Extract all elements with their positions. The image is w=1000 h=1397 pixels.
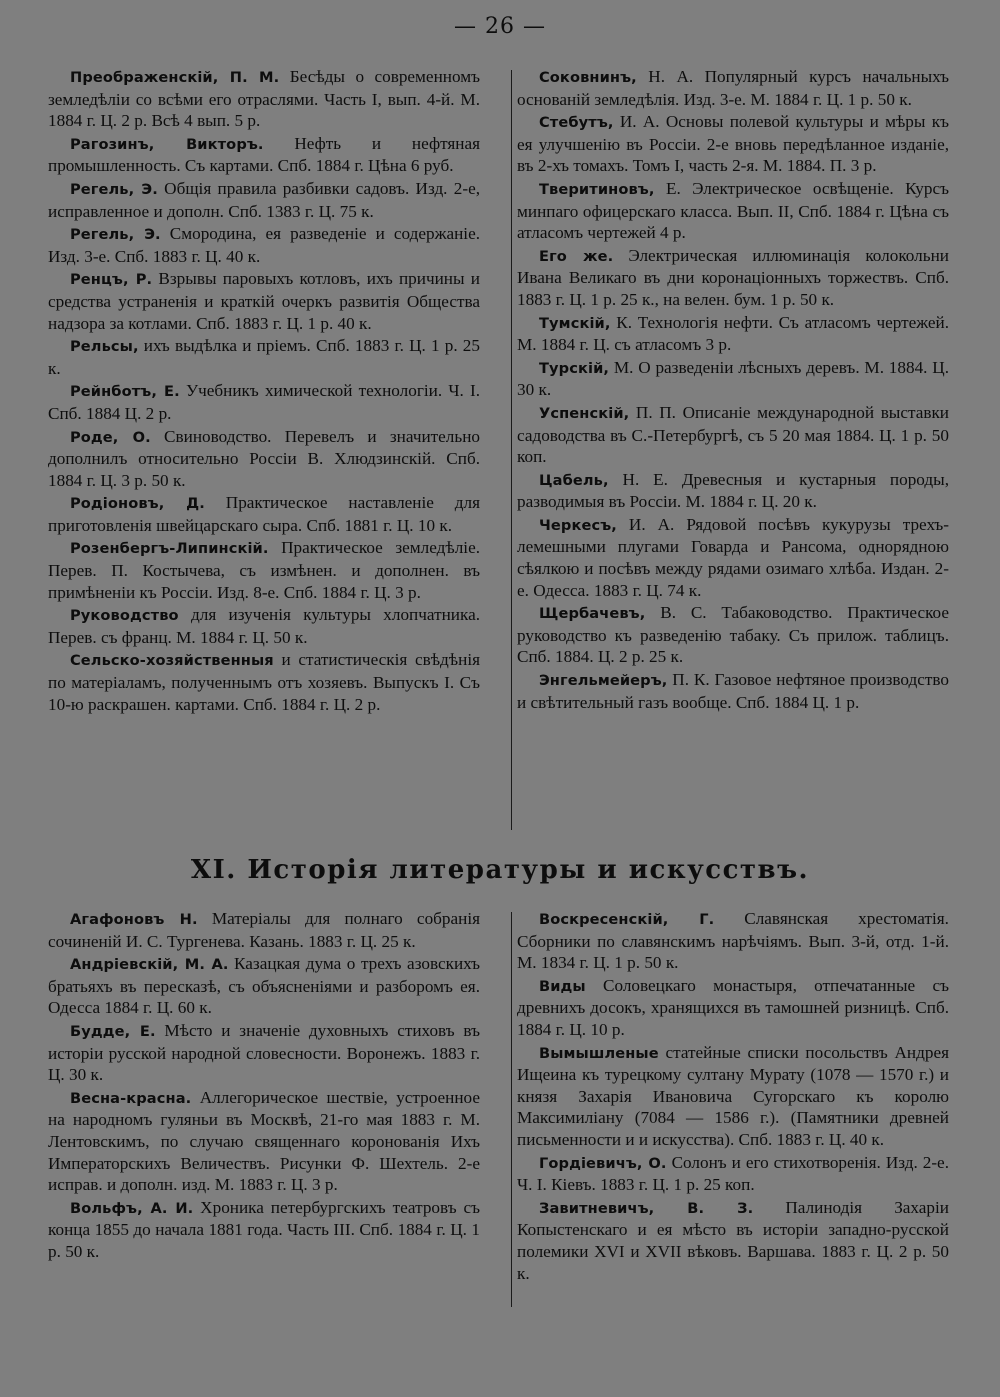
entry-description: М. О разведеніи лѣсныхъ деревъ. М. 1884. Ц. 30 к. — [517, 357, 949, 400]
entry-author: Его же. — [539, 247, 614, 265]
bibliography-entry — [48, 426, 480, 492]
bibliography-entry — [48, 604, 480, 648]
entry-description: Палинодія Захаріи Копыстенскаго и ея мѣсто въ исторіи западно-русской полемики XVI и XVII вѣковъ. Варшава. 1883 г. Ц. 2 р. 50 к. — [517, 1197, 949, 1283]
entry-description: К. Технологія нефти. Съ атласомъ чертежей. М. 1884 г. Ц. съ атласомъ 3 р. — [517, 312, 949, 355]
bibliography-entry — [517, 312, 949, 356]
entry-description: и статистическія свѣдѣнія по матеріаламъ, полученнымъ отъ хозяевъ. Выпускъ I. Съ 10-ю раскрашен. картами. Спб. 1884 г. Ц. 2 р. — [48, 650, 480, 714]
column-divider-bottom — [511, 912, 512, 1307]
entry-description: Казацкая дума о трехъ азовскихъ братьяхъ въ пересказѣ, съ объясненіями и разборомъ ея. Одесса 1884 г. Ц. 60 к. — [48, 954, 480, 1018]
entry-author: Рельсы, — [70, 338, 139, 356]
entry-description: Матеріалы для полнаго собранія сочиненій И. С. Тургенева. Казань. 1883 г. Ц. 25 к. — [48, 909, 481, 951]
bibliography-entry — [48, 223, 480, 267]
entry-author: Рейнботъ, Е. — [70, 383, 180, 401]
entry-author: Ренцъ, Р. — [70, 271, 153, 289]
entry-author: Роде, О. — [70, 428, 151, 446]
bibliography-entry — [517, 975, 949, 1041]
bibliography-entry — [48, 133, 480, 177]
entry-author: Воскресенскій, Г. — [539, 911, 715, 928]
bibliography-entry — [517, 469, 949, 513]
entry-description: Мѣсто и значеніе духовныхъ стиховъ въ исторіи русской народной словесности. Воронежъ. 1883 г. Ц. 30 к. — [48, 1020, 480, 1085]
entry-description: Аллегорическое шествіе, устроенное на народномъ гуляньи въ Москвѣ, 21-го мая 1883 г. М. Лентовскимъ, по случаю священнаго коронованія Ихъ Императорскихъ Величествъ. Рисунки Ф. Шехтель. 2-е исправ. и дополн. изд. М. 1883 г. Ц. 3 р. — [48, 1087, 480, 1195]
entry-description: Взрывы паровыхъ котловъ, ихъ причины и средства устраненія и краткій очеркъ развитія Общества надзора за котлами. Спб. 1883 г. Ц. 1 р. 40 к. — [48, 269, 480, 333]
bibliography-entry — [517, 245, 949, 311]
entry-author: Успенскій, — [539, 404, 630, 422]
entry-author: Цабель, — [539, 471, 609, 489]
entry-description: П. П. Описаніе международной выставки садоводства въ С.-Петербургѣ, съ 5 20 мая 1884. Ц. 1 р. 50 коп. — [517, 402, 949, 467]
bibliography-entry — [517, 1042, 949, 1151]
entry-description: Н. А. Популярный курсъ начальныхъ основаній земледѣлія. Изд. 3-е. М. 1884 г. Ц. 1 р. 50 к. — [517, 67, 949, 109]
bibliography-entry — [48, 66, 480, 132]
entry-author: Андріевскій, М. А. — [70, 956, 229, 974]
bibliography-entry — [517, 908, 949, 974]
entry-author: Преображенскій, П. М. — [70, 69, 280, 86]
entry-description: Славянская хрестоматія. Сборники по славянскимъ нарѣчіямъ. Вып. 3-й, отд. 1-й. М. 1834 г. Ц. 1 р. 50 к. — [517, 909, 949, 973]
entry-description: Свиноводство. Перевелъ и значительно дополнилъ относительно Россіи В. Хлюдзинскій. Спб. 1884 г. Ц. 3 р. 50 к. — [48, 426, 481, 490]
bibliography-entry — [48, 335, 480, 379]
column-divider-top — [511, 70, 512, 830]
bibliography-entry — [48, 953, 480, 1019]
bibliography-entry — [48, 492, 480, 536]
entry-author: Черкесъ, — [539, 516, 617, 534]
entry-author: Энгельмейеръ, — [539, 672, 668, 690]
bibliography-entry — [48, 1087, 480, 1196]
column-bottom-left — [48, 908, 480, 1264]
entry-description: Солонъ и его стихотворенія. Изд. 2-е. Ч. I. Кіевъ. 1883 г. Ц. 1 р. 25 коп. — [517, 1152, 949, 1195]
bibliography-entry — [48, 1020, 480, 1086]
entry-description: ихъ выдѣлка и пріемъ. Спб. 1883 г. Ц. 1 р. 25 к. — [48, 336, 480, 378]
bibliography-entry — [517, 514, 949, 601]
bibliography-entry — [48, 178, 480, 222]
entry-author: Завитневичъ, В. З. — [539, 1199, 754, 1217]
entry-description: Н. Е. Древесныя и кустарныя породы, разводимыя въ Россіи. М. 1884 г. Ц. 20 к. — [517, 469, 949, 512]
bibliography-entry — [517, 669, 949, 713]
entry-description: П. К. Газовое нефтяное производство и свѣтительный газъ вообще. Спб. 1884 Ц. 1 р. — [517, 670, 949, 712]
entry-description: Смородина, ея разведеніе и содержаніе. Изд. 3-е. Спб. 1883 г. Ц. 40 к. — [48, 224, 480, 266]
column-bottom-right — [517, 908, 949, 1285]
entry-author: Регель, Э. — [70, 226, 161, 244]
entry-description: Практическое наставленіе для приготовленія швейцарскаго сыра. Спб. 1881 г. Ц. 10 к. — [48, 493, 480, 535]
entry-description: Бесѣды о современномъ земледѣліи со всѣми его отраслями. Часть I, вып. 4-й. М. 1884 г. Ц. 2 р. Всѣ 4 вып. 5 р. — [48, 67, 480, 131]
bibliography-entry — [517, 402, 949, 468]
entry-author: Тумскій, — [539, 314, 611, 332]
entry-author: Стебутъ, — [539, 114, 614, 132]
entry-author: Агафоновъ Н. — [70, 911, 198, 928]
entry-author: Вольфъ, А. И. — [70, 1199, 194, 1217]
bibliography-entry — [48, 537, 480, 603]
entry-description: Хроника петербургскихъ театровъ съ конца 1855 до начала 1881 года. Часть III. Спб. 1884 г. Ц. 1 р. 50 к. — [48, 1197, 480, 1261]
bibliography-entry — [517, 357, 949, 401]
entry-author: Турскій, — [539, 359, 610, 377]
bibliography-entry — [517, 66, 949, 110]
page-number: — 26 — — [454, 14, 546, 39]
column-top-right — [517, 66, 949, 714]
bibliography-entry — [517, 178, 949, 244]
entry-author: Руководство — [70, 607, 179, 625]
entry-author: Розенбергъ-Липинскій. — [70, 540, 269, 558]
entry-description: Электрическая иллюминація колокольни Ивана Великаго въ дни коронаціонныхъ торжествъ. Спб. 1883 г. Ц. 1 р. 25 к., на велен. бум. 1 р. 50 к. — [517, 245, 949, 309]
entry-author: Гордіевичъ, О. — [539, 1154, 667, 1172]
column-top-left — [48, 66, 480, 716]
entry-description: Е. Электрическое освѣщеніе. Курсъ минпаго офицерскаго класса. Вып. II, Спб. 1884 г. Цѣна съ атласомъ чертежей 4 р. — [517, 178, 949, 243]
bibliography-entry — [517, 111, 949, 177]
bibliography-entry — [517, 1197, 949, 1284]
bibliography-entry — [517, 602, 949, 668]
entry-author: Родіоновъ, Д. — [70, 495, 205, 513]
entry-author: Будде, Е. — [70, 1022, 156, 1040]
entry-author: Регель, Э. — [70, 180, 158, 198]
entry-author: Соковнинъ, — [539, 69, 637, 86]
section-heading: XI. Исторія литературы и искусствъ. — [190, 855, 810, 885]
bibliography-entry — [517, 1152, 949, 1196]
entry-author: Виды — [539, 977, 586, 995]
bibliography-entry — [48, 908, 480, 952]
entry-description: Практическое земледѣліе. Перев. П. Костычева, съ измѣнен. и дополнен. въ примѣненіи къ Россіи. Изд. 8-е. Спб. 1884 г. Ц. 3 р. — [48, 538, 480, 602]
entry-description: Общія правила разбивки садовъ. Изд. 2-е, исправленное и дополн. Спб. 1383 г. Ц. 75 к. — [48, 178, 480, 221]
entry-description: Соловецкаго монастыря, отпечатанные съ древнихъ досокъ, хранящихся въ тамошней ризницѣ. Спб. 1884 г. Ц. 10 р. — [517, 975, 949, 1039]
entry-author: Сельско-хозяйственныя — [70, 652, 274, 670]
entry-author: Вымышленые — [539, 1044, 659, 1062]
entry-description: И. А. Рядовой посѣвъ кукурузы трехъ-лемешными плугами Говарда и Рансома, однорядною сѣялкою и посѣвъ между рядами озимаго хлѣба. Издан. 2-е. Одесса. 1883 г. Ц. 74 к. — [517, 514, 949, 600]
entry-description: В. С. Табаководство. Практическое руководство къ разведенію табаку. Съ прилож. таблицъ. Спб. 1884. Ц. 2 р. 25 к. — [517, 603, 949, 667]
entry-description: И. А. Основы полевой культуры и мѣры къ ея улучшенію въ Россіи. 2-е вновь передѣланное изданіе, въ 2-хъ томахъ. Томъ I, часть 2-я. М. 1884. П. 3 р. — [517, 112, 949, 176]
entry-author: Щербачевъ, — [539, 605, 646, 623]
bibliography-entry — [48, 1197, 480, 1263]
bibliography-entry — [48, 649, 480, 715]
bibliography-entry — [48, 268, 480, 334]
entry-description: Нефть и нефтяная промышленность. Съ картами. Спб. 1884 г. Цѣна 6 руб. — [48, 133, 480, 176]
entry-description: для изученія культуры хлопчатника. Перев. съ франц. М. 1884 г. Ц. 50 к. — [48, 605, 480, 647]
bibliography-entry — [48, 380, 480, 424]
entry-author: Рагозинъ, Викторъ. — [70, 135, 264, 153]
entry-author: Тверитиновъ, — [539, 180, 655, 198]
entry-description: Учебникъ химической технологіи. Ч. I. Спб. 1884 Ц. 2 р. — [48, 381, 480, 423]
entry-author: Весна-красна. — [70, 1089, 192, 1107]
entry-description: статейные списки посольствъ Андрея Ищеина къ турецкому султану Мурату (1078 — 1570 г.) и князя Захарія Ивановича Сугорскаго къ королю Максимиліану (7084 — 1586 г.). (Памятники древней письменности и и искусства). Спб. 1883 г. Ц. 40 к. — [517, 1042, 949, 1149]
